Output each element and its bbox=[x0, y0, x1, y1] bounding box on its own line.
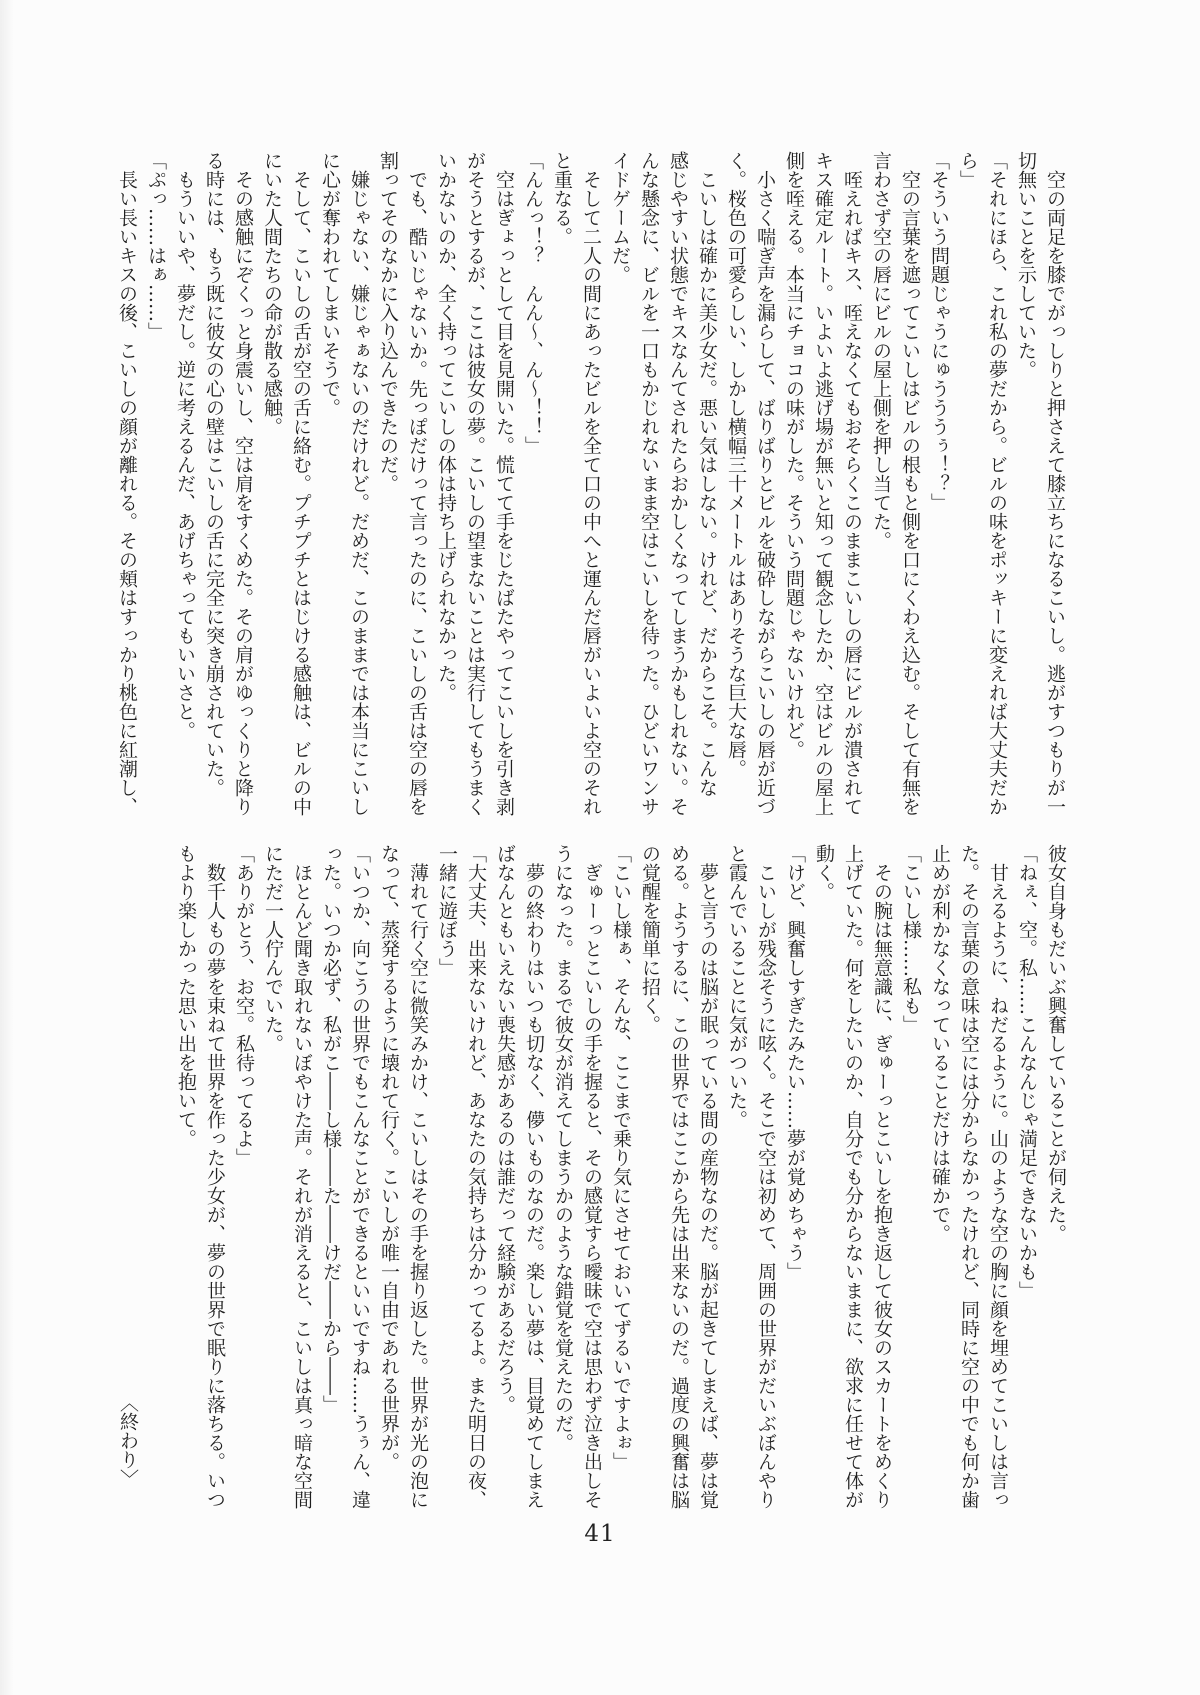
text-line: そして、こいしの舌が空の舌に絡む。プチプチとはじける感触は、ビルの中 bbox=[290, 170, 312, 816]
text-line: と霞んでいることに気がついた。 bbox=[726, 844, 748, 1129]
text-line: イドゲームだ。 bbox=[609, 151, 631, 284]
text-line: 「いつか、向こうの世界でもこんなことができるといいですね……うぅん、違 bbox=[349, 844, 371, 1509]
text-line: もういいや、夢だし。逆に考えるんだ、あげちゃってもいいさと。 bbox=[174, 170, 196, 740]
text-line: 割ってそのなかに入り込んできたのだ。 bbox=[377, 151, 399, 493]
text-line: 一緒に遊ぼう」 bbox=[436, 844, 458, 977]
text-line: こいしが残念そうに呟く。そこで空は初めて、周囲の世界がだいぶぼんやり bbox=[755, 863, 777, 1509]
text-line: そして二人の間にあったビルを全て口の中へと運んだ唇がいよいよ空のそれ bbox=[580, 170, 602, 816]
text-line: 「ぷっ……はぁ……」 bbox=[145, 151, 167, 341]
text-line: 止めが利かなくなっていることだけは確かで。 bbox=[929, 844, 951, 1243]
text-line: キス確定ルート。いよいよ逃げ場が無いと知って観念したか、空はビルの屋上 bbox=[812, 151, 834, 816]
text-line: 「けど、興奮しすぎたみたい……夢が覚めちゃう」 bbox=[784, 844, 806, 1281]
text-line: 動く。 bbox=[813, 844, 835, 901]
text-line: 空の両足を膝でがっしりと押さえて膝立ちになるこいし。逃がすつもりが一 bbox=[1044, 170, 1066, 816]
text-block-bottom bbox=[113, 844, 1070, 1510]
page-number: 41 bbox=[584, 1521, 616, 1547]
text-line: 彼女自身もだいぶ興奮していることが伺えた。 bbox=[1045, 844, 1067, 1243]
text-line: ぎゅーっとこいしの手を握ると、その感覚すら曖昧で空は思わず泣き出しそ bbox=[581, 863, 603, 1509]
text-line: った。いつか必ず、私がこ――し様――た――けだ――から――」 bbox=[320, 844, 342, 1414]
text-line: める。ようするに、この世界ではここから先は出来ないのだ。過度の興奮は脳 bbox=[668, 844, 690, 1509]
text-line: にただ一人佇んでいた。 bbox=[262, 844, 284, 1053]
text-line: 数千人もの夢を束ねて世界を作った少女が、夢の世界で眠りに落ちる。いつ bbox=[204, 863, 226, 1509]
text-line: 「それにほら、これ私の夢だから。ビルの味をポッキーに変えれば大丈夫だか bbox=[986, 151, 1008, 816]
text-line: いかないのか、全く持ってこいしの体は持ち上げられなかった。 bbox=[435, 151, 457, 702]
text-line: 「んんっ！？ んん～、ん～！！」 bbox=[522, 151, 544, 455]
text-line: 甘えるように、ねだるように。山のような空の胸に顔を埋めてこいしは言っ bbox=[987, 863, 1009, 1509]
text-line: 長い長いキスの後、こいしの顔が離れる。その頬はすっかり桃色に紅潮し、 bbox=[116, 170, 138, 816]
text-line: 上げていた。何をしたいのか、自分でも分からないままに、欲求に任せて体が bbox=[842, 844, 864, 1509]
text-line: 側を咥える。本当にチョコの味がした。そういう問題じゃないけれど。 bbox=[783, 151, 805, 759]
text-line: 空の言葉を遮ってこいしはビルの根もと側を口にくわえ込む。そして有無を bbox=[899, 170, 921, 816]
text-line: 薄れて行く空に微笑みかけ、こいしはその手を握り返した。世界が光の泡に bbox=[407, 863, 429, 1509]
text-line: 夢と言うのは脳が眠っている間の産物なのだ。脳が起きてしまえば、夢は覚 bbox=[697, 863, 719, 1509]
text-line: 感じやすい状態でキスなんてされたらおかしくなってしまうかもしれない。そ bbox=[667, 151, 689, 816]
text-line: んな懸念に、ビルを一口もかじれないまま空はこいしを待った。ひどいワンサ bbox=[638, 151, 660, 816]
text-line: 〈終わり〉 bbox=[117, 1393, 139, 1488]
text-line: うになった。まるで彼女が消えてしまうかのような錯覚を覚えたのだ。 bbox=[552, 844, 574, 1452]
text-line: ばなんともいえない喪失感があるのは誰だって経験があるだろう。 bbox=[494, 844, 516, 1414]
text-line: 「大丈夫、出来ないけれど、あなたの気持ちは分かってるよ。また明日の夜、 bbox=[465, 844, 487, 1509]
text-line: た。その言葉の意味は空には分からなかったけれど、同時に空の中でも何か歯 bbox=[958, 844, 980, 1509]
text-line: 小さく喘ぎ声を漏らして、ばりばりとビルを破砕しながらこいしの唇が近づ bbox=[754, 170, 776, 816]
text-line: ほとんど聞き取れないぼやけた声。それが消えると、こいしは真っ暗な空間 bbox=[291, 863, 313, 1509]
text-line: と重なる。 bbox=[551, 151, 573, 246]
text-line: その感触にぞくっと身震いし、空は肩をすくめた。その肩がゆっくりと降り bbox=[232, 170, 254, 816]
text-line: こいしは確かに美少女だ。悪い気はしない。けれど、だからこそ。こんな bbox=[696, 170, 718, 797]
text-line: に心が奪われてしまいそうで。 bbox=[319, 151, 341, 417]
text-line: その腕は無意識に、ぎゅーっとこいしを抱き返して彼女のスカートをめくり bbox=[871, 863, 893, 1509]
text-block-top bbox=[112, 151, 1069, 817]
text-line: の覚醒を簡単に招く。 bbox=[639, 844, 661, 1034]
text-line: 咥えればキス、咥えなくてもおそらくこのままこいしの唇にビルが潰されて bbox=[841, 170, 863, 816]
text-line: る時には、もう既に彼女の心の壁はこいしの舌に完全に突き崩されていた。 bbox=[203, 151, 225, 797]
text-line: にいた人間たちの命が散る感触。 bbox=[261, 151, 283, 436]
text-line: 「こいし様……私も」 bbox=[900, 844, 922, 1034]
text-line: 空はぎょっとして目を見開いた。慌てて手をじたばたやってこいしを引き剥 bbox=[493, 170, 515, 816]
text-line: ら」 bbox=[957, 151, 979, 189]
text-line: 「そういう問題じゃうにゅうううぅ！？」 bbox=[928, 151, 950, 512]
text-line: なって、蒸発するように壊れて行く。こいしが唯一自由であれる世界が。 bbox=[378, 844, 400, 1471]
text-line: でも、酷いじゃないか。先っぽだけって言ったのに、こいしの舌は空の唇を bbox=[406, 170, 428, 816]
text-line: 「ありがとう、お空。私待ってるよ」 bbox=[233, 844, 255, 1167]
text-line: 「ねぇ、空。私……こんなんじゃ満足できないかも」 bbox=[1016, 844, 1038, 1300]
text-line: 夢の終わりはいつも切なく、儚いものなのだ。楽しい夢は、目覚めてしまえ bbox=[523, 863, 545, 1509]
text-line: く。桜色の可愛らしい、しかし横幅三十メートルはありそうな巨大な唇。 bbox=[725, 151, 747, 778]
text-line: 切無いことを示していた。 bbox=[1015, 151, 1037, 379]
text-line: がそうとするが、ここは彼女の夢。こいしの望まないことは実行してもうまく bbox=[464, 151, 486, 816]
text-line: 「こいし様ぁ、そんな、ここまで乗り気にさせておいてずるいですよぉ」 bbox=[610, 844, 632, 1471]
text-line: 嫌じゃない、嫌じゃぁないのだけれど。だめだ、このままでは本当にこいし bbox=[348, 170, 370, 816]
text-line: 言わさず空の唇にビルの屋上側を押し当てた。 bbox=[870, 151, 892, 550]
text-line: もより楽しかった思い出を抱いて。 bbox=[175, 844, 197, 1148]
